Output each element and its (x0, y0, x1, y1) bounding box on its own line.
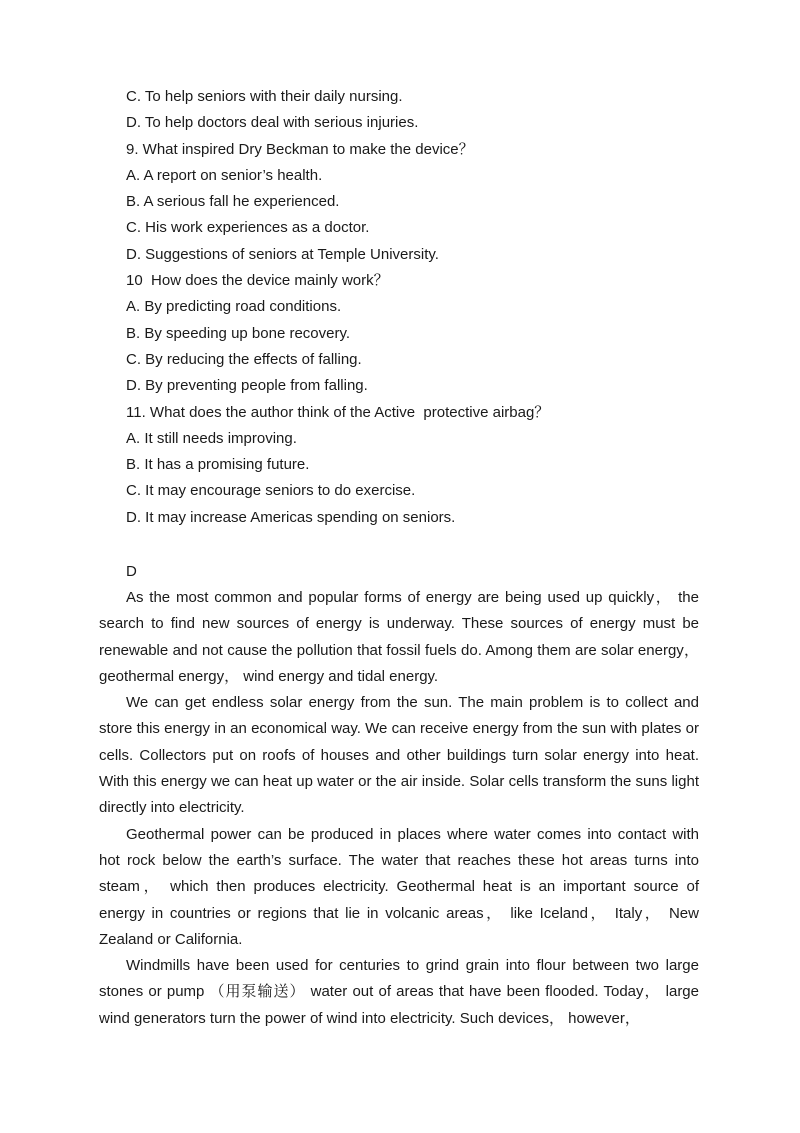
option-line: A. A report on senior’s health. (126, 166, 323, 184)
option-line: C. It may encourage seniors to do exercise. (126, 482, 416, 500)
option-line: D. It may increase Americas spending on seniors. (126, 508, 456, 526)
question-line: 9. What inspired Dry Beckman to make the device？ (126, 140, 474, 158)
passage-paragraph: Geothermal power can be produced in places where water comes into contact with hot rock below the earth’s surface. The water that reaches these hot areas turns into steam， which then produces electricity. Geothermal heat is an important source of energy in countries or regions that lie in volcanic areas， like Iceland， Italy， New Zealand or California. (99, 825, 699, 948)
reading-passage (99, 585, 699, 1032)
option-line: A. It still needs improving. (126, 429, 297, 447)
option-line: D. To help doctors deal with serious injuries. (126, 114, 419, 132)
option-line: D. By preventing people from falling. (126, 377, 368, 395)
section-label: D (126, 563, 137, 580)
passage-paragraph: As the most common and popular forms of energy are being used up quickly， the search to find new sources of energy is underway. These sources of energy must be renewable and not cause the pollution that fossil fuels do. Among them are solar energy， geothermal energy， wind energy and tidal energy. (99, 589, 699, 685)
option-line: C. To help seniors with their daily nursing. (126, 88, 403, 105)
passage-paragraph: Windmills have been used for centuries to grind grain into flour between two large stones or pump （用泵输送） water out of areas that have been flooded. Today， large wind generators turn the power of wind into electricity. Such devices， however， (99, 957, 699, 1027)
question-list (126, 84, 726, 531)
passage-paragraph: We can get endless solar energy from the sun. The main problem is to collect and store this energy in an economical way. We can receive energy from the sun with plates or cells. Collectors put on roofs of houses and other buildings turn solar energy into heat. With this energy we can heat up water or the air inside. Solar cells transform the suns light directly into electricity. (99, 694, 699, 817)
option-line: C. His work experiences as a doctor. (126, 219, 370, 237)
option-line: B. A serious fall he experienced. (126, 193, 340, 211)
option-line: C. By reducing the effects of falling. (126, 350, 362, 368)
option-line: D. Suggestions of seniors at Temple University. (126, 245, 439, 263)
question-line: 10 How does the device mainly work？ (126, 272, 389, 290)
question-line: 11. What does the author think of the Active protective airbag？ (126, 403, 550, 421)
option-line: B. By speeding up bone recovery. (126, 324, 351, 342)
option-line: A. By predicting road conditions. (126, 298, 342, 316)
option-line: B. It has a promising future. (126, 456, 310, 474)
